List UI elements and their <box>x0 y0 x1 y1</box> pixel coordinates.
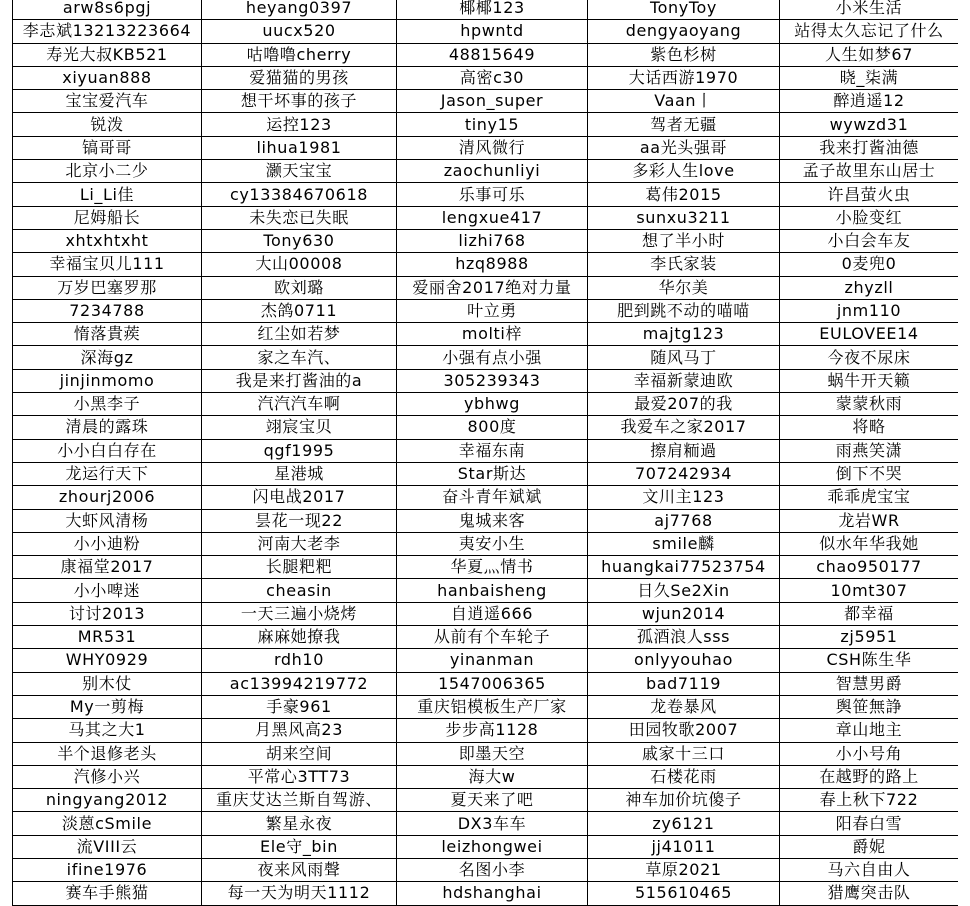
table-cell[interactable]: 李氏家装 <box>588 253 780 276</box>
table-cell[interactable]: 阳春白雪 <box>780 812 959 835</box>
table-row <box>13 626 959 649</box>
table-row <box>13 229 959 252</box>
table-cell[interactable]: 我来打酱油德 <box>780 136 959 159</box>
table-cell[interactable]: xiyuan888 <box>13 66 202 89</box>
table-row <box>13 43 959 66</box>
table-row <box>13 90 959 113</box>
table-cell[interactable]: 叶立勇 <box>397 299 588 322</box>
table-cell[interactable]: 晓_柒满 <box>780 66 959 89</box>
table-cell[interactable]: hzq8988 <box>397 253 588 276</box>
table-cell[interactable]: 48815649 <box>397 43 588 66</box>
table-row <box>13 136 959 159</box>
table-cell[interactable]: TonyToy <box>588 0 780 20</box>
table-cell[interactable]: 夏天来了吧 <box>397 789 588 812</box>
table-cell[interactable]: 夜来风雨聲 <box>202 858 397 881</box>
table-cell[interactable]: ybhwg <box>397 393 588 416</box>
table-cell[interactable]: 咕噜噜cherry <box>202 43 397 66</box>
table-cell[interactable]: Vaan丨 <box>588 90 780 113</box>
table-cell[interactable]: 步步高1128 <box>397 719 588 742</box>
table-cell[interactable]: 麻麻她撩我 <box>202 626 397 649</box>
table-cell[interactable]: wywzd31 <box>780 113 959 136</box>
table-cell[interactable]: 深海gz <box>13 346 202 369</box>
table-cell[interactable]: 大话西游1970 <box>588 66 780 89</box>
table-row <box>13 812 959 835</box>
table-cell[interactable]: 昙花一现22 <box>202 509 397 532</box>
table-cell[interactable]: Star斯达 <box>397 462 588 485</box>
table-cell[interactable]: 今夜不尿床 <box>780 346 959 369</box>
table-row <box>13 556 959 579</box>
table-cell[interactable]: 惰落貴蒺 <box>13 323 202 346</box>
table-cell[interactable]: zhourj2006 <box>13 486 202 509</box>
table-row <box>13 160 959 183</box>
table-row <box>13 835 959 858</box>
table-cell[interactable]: ningyang2012 <box>13 789 202 812</box>
table-row <box>13 695 959 718</box>
table-cell[interactable]: smile麟 <box>588 532 780 555</box>
table-cell[interactable]: 重庆铝模板生产厂家 <box>397 695 588 718</box>
table-cell[interactable]: 小白会车友 <box>780 229 959 252</box>
table-cell[interactable]: DX3车车 <box>397 812 588 835</box>
table-row <box>13 765 959 788</box>
table-cell[interactable]: Tony630 <box>202 229 397 252</box>
table-row <box>13 66 959 89</box>
table-cell[interactable]: chao950177 <box>780 556 959 579</box>
table-cell[interactable]: 一天三遍小烧烤 <box>202 602 397 625</box>
table-row <box>13 206 959 229</box>
table-cell[interactable]: 乐事可乐 <box>397 183 588 206</box>
table-cell[interactable]: 龙卷暴风 <box>588 695 780 718</box>
table-cell[interactable]: 孟子故里东山居士 <box>780 160 959 183</box>
table-cell[interactable]: Jason_super <box>397 90 588 113</box>
table-cell[interactable]: 流VIII云 <box>13 835 202 858</box>
table-cell[interactable]: 北京小二少 <box>13 160 202 183</box>
table-row <box>13 346 959 369</box>
table-cell[interactable]: 马其之大1 <box>13 719 202 742</box>
table-cell[interactable]: rdh10 <box>202 649 397 672</box>
table-cell[interactable]: 想了半小时 <box>588 229 780 252</box>
table-cell[interactable]: My一剪梅 <box>13 695 202 718</box>
table-cell[interactable]: 7234788 <box>13 299 202 322</box>
table-row <box>13 299 959 322</box>
table-cell[interactable]: 赛车手熊猫 <box>13 882 202 905</box>
table-cell[interactable]: 春上秋下722 <box>780 789 959 812</box>
username-table <box>12 0 958 906</box>
table-cell[interactable]: 未失恋已失眠 <box>202 206 397 229</box>
table-row <box>13 369 959 392</box>
table-cell[interactable]: 肥到跳不动的喵喵 <box>588 299 780 322</box>
table-cell[interactable]: qgf1995 <box>202 439 397 462</box>
table-row <box>13 672 959 695</box>
table-cell[interactable]: 锐泼 <box>13 113 202 136</box>
table-cell[interactable]: 似水年华我她 <box>780 532 959 555</box>
table-cell[interactable]: 宝宝爱汽车 <box>13 90 202 113</box>
table-cell[interactable]: lizhi768 <box>397 229 588 252</box>
table-cell[interactable]: 华夏灬情书 <box>397 556 588 579</box>
table-cell[interactable]: 汽修小兴 <box>13 765 202 788</box>
table-cell[interactable]: 章山地主 <box>780 719 959 742</box>
table-row <box>13 439 959 462</box>
table-cell[interactable]: 淡蒽cSmile <box>13 812 202 835</box>
table-cell[interactable]: 鬼城来客 <box>397 509 588 532</box>
table-cell[interactable]: 醉逍遥12 <box>780 90 959 113</box>
table-cell[interactable]: zhyzll <box>780 276 959 299</box>
table-cell[interactable]: 万岁巴塞罗那 <box>13 276 202 299</box>
table-row <box>13 719 959 742</box>
table-body <box>13 0 959 905</box>
table-cell[interactable]: 我是来打酱油的a <box>202 369 397 392</box>
table-cell[interactable]: 雨燕笑潇 <box>780 439 959 462</box>
table-cell[interactable]: 将略 <box>780 416 959 439</box>
table-cell[interactable]: dengyaoyang <box>588 20 780 43</box>
table-cell[interactable]: 长腿粑粑 <box>202 556 397 579</box>
table-cell[interactable]: 从前有个车轮子 <box>397 626 588 649</box>
table-cell[interactable]: huangkai77523754 <box>588 556 780 579</box>
table-cell[interactable]: aa光头强哥 <box>588 136 780 159</box>
table-cell[interactable]: 小小迪粉 <box>13 532 202 555</box>
table-cell[interactable]: 手豪961 <box>202 695 397 718</box>
table-cell[interactable]: hdshanghai <box>397 882 588 905</box>
table-cell[interactable]: aj7768 <box>588 509 780 532</box>
table-cell[interactable]: 寿光大叔KB521 <box>13 43 202 66</box>
table-cell[interactable]: 闪电战2017 <box>202 486 397 509</box>
table-cell[interactable]: EULOVEE14 <box>780 323 959 346</box>
table-cell[interactable]: 半个退修老头 <box>13 742 202 765</box>
table-cell[interactable]: 杰鸽0711 <box>202 299 397 322</box>
table-cell[interactable]: 清晨的露珠 <box>13 416 202 439</box>
table-row <box>13 462 959 485</box>
table-cell[interactable]: 田园牧歌2007 <box>588 719 780 742</box>
table-row <box>13 858 959 881</box>
table-cell[interactable]: 小小白白存在 <box>13 439 202 462</box>
table-cell[interactable]: 月黑风高23 <box>202 719 397 742</box>
table-cell[interactable]: ac13994219772 <box>202 672 397 695</box>
table-cell[interactable]: 人生如梦67 <box>780 43 959 66</box>
table-cell[interactable]: ifine1976 <box>13 858 202 881</box>
table-row <box>13 486 959 509</box>
table-row <box>13 649 959 672</box>
table-cell[interactable]: zj5951 <box>780 626 959 649</box>
table-cell[interactable]: 站得太久忘记了什么 <box>780 20 959 43</box>
table-cell[interactable]: 我爱车之家2017 <box>588 416 780 439</box>
table-row <box>13 276 959 299</box>
table-cell[interactable]: 家之车汽、 <box>202 346 397 369</box>
table-cell[interactable]: 自逍遥666 <box>397 602 588 625</box>
table-cell[interactable]: majtg123 <box>588 323 780 346</box>
table-cell[interactable]: 小小号角 <box>780 742 959 765</box>
table-row <box>13 579 959 602</box>
table-cell[interactable]: molti梓 <box>397 323 588 346</box>
table-cell[interactable]: 都幸福 <box>780 602 959 625</box>
table-cell[interactable]: 小米生活 <box>780 0 959 20</box>
table-cell[interactable]: heyang0397 <box>202 0 397 20</box>
table-cell[interactable]: 康福堂2017 <box>13 556 202 579</box>
table-cell[interactable]: leizhongwei <box>397 835 588 858</box>
table-cell[interactable]: 舆笹無諍 <box>780 695 959 718</box>
table-cell[interactable]: 汽汽汽车啊 <box>202 393 397 416</box>
table-cell[interactable]: 想干坏事的孩子 <box>202 90 397 113</box>
table-cell[interactable]: 擦肩粫過 <box>588 439 780 462</box>
table-row <box>13 416 959 439</box>
table-cell[interactable]: 葛伟2015 <box>588 183 780 206</box>
table-cell[interactable]: 幸福新蒙迪欧 <box>588 369 780 392</box>
table-cell[interactable]: 讨讨2013 <box>13 602 202 625</box>
table-row <box>13 789 959 812</box>
table-cell[interactable]: 紫色杉树 <box>588 43 780 66</box>
table-cell[interactable]: 马六自由人 <box>780 858 959 881</box>
table-cell[interactable]: 蜗牛开天籁 <box>780 369 959 392</box>
table-row <box>13 882 959 905</box>
table-cell[interactable]: yinanman <box>397 649 588 672</box>
table-cell[interactable]: 星港城 <box>202 462 397 485</box>
table-cell[interactable]: 即墨天空 <box>397 742 588 765</box>
table-row <box>13 323 959 346</box>
table-cell[interactable]: 猎鹰突击队 <box>780 882 959 905</box>
table-row <box>13 20 959 43</box>
table-cell[interactable]: 椰椰123 <box>397 0 588 20</box>
table-cell[interactable]: 李志斌13213223664 <box>13 20 202 43</box>
table-cell[interactable]: xhtxhtxht <box>13 229 202 252</box>
table-cell[interactable]: 多彩人生love <box>588 160 780 183</box>
table-cell[interactable]: 每一天为明天1112 <box>202 882 397 905</box>
table-cell[interactable]: zaochunliyi <box>397 160 588 183</box>
table-cell[interactable]: MR531 <box>13 626 202 649</box>
table-cell[interactable]: 繁星永夜 <box>202 812 397 835</box>
table-cell[interactable]: 重庆艾达兰斯自驾游、 <box>202 789 397 812</box>
table-cell[interactable]: Li_Li佳 <box>13 183 202 206</box>
table-row <box>13 602 959 625</box>
table-row <box>13 742 959 765</box>
table-cell[interactable]: 707242934 <box>588 462 780 485</box>
table-cell[interactable]: 运控123 <box>202 113 397 136</box>
table-cell[interactable]: 最爱207的我 <box>588 393 780 416</box>
table-cell[interactable]: 305239343 <box>397 369 588 392</box>
table-row <box>13 532 959 555</box>
table-cell[interactable]: hanbaisheng <box>397 579 588 602</box>
table-cell[interactable]: 0麦兜0 <box>780 253 959 276</box>
table-cell[interactable]: 翊宸宝贝 <box>202 416 397 439</box>
table-cell[interactable]: lengxue417 <box>397 206 588 229</box>
table-row <box>13 0 959 20</box>
table-cell[interactable]: 大山00008 <box>202 253 397 276</box>
table-cell[interactable]: uucx520 <box>202 20 397 43</box>
table-cell[interactable]: 幸福东南 <box>397 439 588 462</box>
table-row <box>13 183 959 206</box>
table-cell[interactable]: 名图小李 <box>397 858 588 881</box>
table-cell[interactable]: 驾者无疆 <box>588 113 780 136</box>
table-cell[interactable]: wjun2014 <box>588 602 780 625</box>
table-cell[interactable]: 爱丽舍2017绝对力量 <box>397 276 588 299</box>
table-cell[interactable]: 在越野的路上 <box>780 765 959 788</box>
table-cell[interactable]: 尼姆船长 <box>13 206 202 229</box>
table-cell[interactable]: 小小啤迷 <box>13 579 202 602</box>
table-cell[interactable]: bad7119 <box>588 672 780 695</box>
table-cell[interactable]: hpwntd <box>397 20 588 43</box>
table-cell[interactable]: CSH陈生华 <box>780 649 959 672</box>
table-cell[interactable]: 小黑李子 <box>13 393 202 416</box>
table-cell[interactable]: 海大w <box>397 765 588 788</box>
table-cell[interactable]: tiny15 <box>397 113 588 136</box>
table-cell[interactable]: 大虾风清杨 <box>13 509 202 532</box>
table-cell[interactable]: 华尔美 <box>588 276 780 299</box>
table-cell[interactable]: 倒下不哭 <box>780 462 959 485</box>
table-cell[interactable]: Ele守_bin <box>202 835 397 858</box>
table-cell[interactable]: 高密c30 <box>397 66 588 89</box>
table-cell[interactable]: 爵妮 <box>780 835 959 858</box>
table-cell[interactable]: cy13384670618 <box>202 183 397 206</box>
table-cell[interactable]: 红尘如若梦 <box>202 323 397 346</box>
table-cell[interactable]: zy6121 <box>588 812 780 835</box>
table-cell[interactable]: 智慧男爵 <box>780 672 959 695</box>
table-cell[interactable]: lihua1981 <box>202 136 397 159</box>
table-cell[interactable]: 欧刘璐 <box>202 276 397 299</box>
table-cell[interactable]: 幸福宝贝儿111 <box>13 253 202 276</box>
table-row <box>13 253 959 276</box>
table-cell[interactable]: 爱猫猫的男孩 <box>202 66 397 89</box>
table-cell[interactable]: jj41011 <box>588 835 780 858</box>
table-cell[interactable]: 草原2021 <box>588 858 780 881</box>
table-cell[interactable]: 河南大老李 <box>202 532 397 555</box>
table-cell[interactable]: sunxu3211 <box>588 206 780 229</box>
table-cell[interactable]: 随风马丁 <box>588 346 780 369</box>
table-row <box>13 393 959 416</box>
table-cell[interactable]: 镐哥哥 <box>13 136 202 159</box>
table-cell[interactable]: 石楼花雨 <box>588 765 780 788</box>
table-cell[interactable]: 胡来空间 <box>202 742 397 765</box>
spreadsheet-sheet <box>12 0 958 906</box>
table-cell[interactable]: 夷安小生 <box>397 532 588 555</box>
table-cell[interactable]: 小脸变红 <box>780 206 959 229</box>
table-cell[interactable]: 1547006365 <box>397 672 588 695</box>
table-cell[interactable]: 小强有点小强 <box>397 346 588 369</box>
table-cell[interactable]: 神车加价坑傻子 <box>588 789 780 812</box>
table-cell[interactable]: 孤酒浪人sss <box>588 626 780 649</box>
table-cell[interactable]: jinjinmomo <box>13 369 202 392</box>
table-cell[interactable]: 奋斗青年斌斌 <box>397 486 588 509</box>
table-cell[interactable]: 平常心3TT73 <box>202 765 397 788</box>
table-cell[interactable]: cheasin <box>202 579 397 602</box>
table-cell[interactable]: 龙运行天下 <box>13 462 202 485</box>
table-cell[interactable]: 清风微行 <box>397 136 588 159</box>
table-cell[interactable]: jnm110 <box>780 299 959 322</box>
table-cell[interactable]: 龙岩WR <box>780 509 959 532</box>
table-cell[interactable]: WHY0929 <box>13 649 202 672</box>
table-cell[interactable]: onlyyouhao <box>588 649 780 672</box>
table-cell[interactable]: 蒙蒙秋雨 <box>780 393 959 416</box>
table-cell[interactable]: 灏天宝宝 <box>202 160 397 183</box>
table-cell[interactable]: 515610465 <box>588 882 780 905</box>
table-cell[interactable]: 10mt307 <box>780 579 959 602</box>
table-row <box>13 113 959 136</box>
table-cell[interactable]: 乖乖虎宝宝 <box>780 486 959 509</box>
table-cell[interactable]: 文川主123 <box>588 486 780 509</box>
table-cell[interactable]: 日久Se2Xin <box>588 579 780 602</box>
table-cell[interactable]: 许昌萤火虫 <box>780 183 959 206</box>
table-row <box>13 509 959 532</box>
table-cell[interactable]: 别木仗 <box>13 672 202 695</box>
table-cell[interactable]: 戚家十三口 <box>588 742 780 765</box>
table-cell[interactable]: 800度 <box>397 416 588 439</box>
table-cell[interactable]: arw8s6pgj <box>13 0 202 20</box>
